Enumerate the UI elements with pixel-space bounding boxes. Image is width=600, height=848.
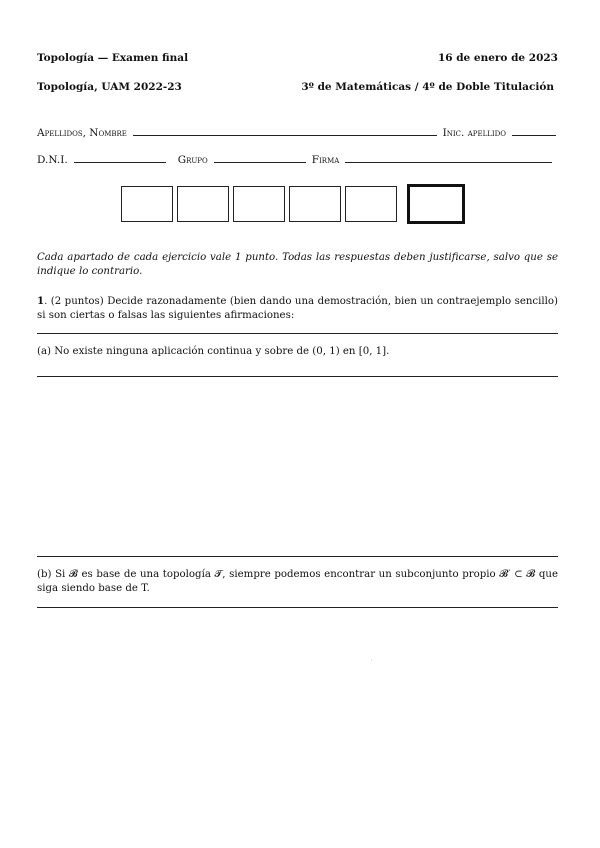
- speck: [371, 660, 372, 661]
- score-box-5[interactable]: [345, 186, 397, 222]
- part-b-statement: (b) Si 𝓑 es base de una topología 𝓣, siempre podemos encontrar un subconjunto propio 𝓑′ ⊂ 𝓑 que siga siendo base de T.: [37, 569, 558, 594]
- part-a-statement: (a) No existe ninguna aplicación continua y sobre de (0, 1) en [0, 1].: [37, 346, 390, 357]
- score-box-1[interactable]: [121, 186, 173, 222]
- header-row-1: [37, 52, 558, 64]
- total-score-box[interactable]: [407, 184, 465, 224]
- firma-field[interactable]: [345, 161, 552, 163]
- apellidos-nombre-field[interactable]: [133, 134, 437, 136]
- exercise-1-number: 1: [37, 295, 45, 307]
- score-box-2[interactable]: [177, 186, 229, 222]
- header-row-2: [37, 81, 558, 93]
- dni-label: D.N.I.: [37, 154, 68, 166]
- exam-title: Topología — Examen final: [37, 52, 189, 64]
- divider-2: [37, 376, 558, 377]
- firma-label: Firma: [311, 154, 340, 166]
- grupo-label: Grupo: [177, 154, 208, 166]
- score-box-4[interactable]: [289, 186, 341, 222]
- instructions: Cada apartado de cada ejercicio vale 1 punto. Todas las respuestas deben justificarse, salvo que se indique lo contrario.: [37, 252, 558, 277]
- inic-apellido-label: Inic. apellido: [442, 127, 506, 139]
- part-b-answer-space[interactable]: [37, 611, 558, 831]
- divider-4: [37, 607, 558, 608]
- score-box-3[interactable]: [233, 186, 285, 222]
- exercise-1-statement: [37, 294, 558, 323]
- grupo-field[interactable]: [214, 161, 306, 163]
- divider-3: [37, 556, 558, 557]
- score-boxes: [121, 186, 465, 224]
- course-name: Topología, UAM 2022-23: [37, 81, 182, 93]
- name-field-row: [37, 127, 558, 139]
- dni-field[interactable]: [74, 161, 166, 163]
- id-field-row: [37, 154, 558, 166]
- divider-1: [37, 333, 558, 334]
- exercise-1-intro: . (2 puntos) Decide razonadamente (bien dando una demostración, bien un contraejemplo sencillo) si son ciertas o falsas las siguientes afirmaciones:: [37, 296, 558, 321]
- degree-name: 3º de Matemáticas / 4º de Doble Titulación: [301, 81, 554, 93]
- apellidos-nombre-label: Apellidos, Nombre: [37, 127, 127, 139]
- part-a-answer-space[interactable]: [37, 380, 558, 554]
- exam-date: 16 de enero de 2023: [437, 52, 558, 64]
- inic-apellido-field[interactable]: [512, 134, 556, 136]
